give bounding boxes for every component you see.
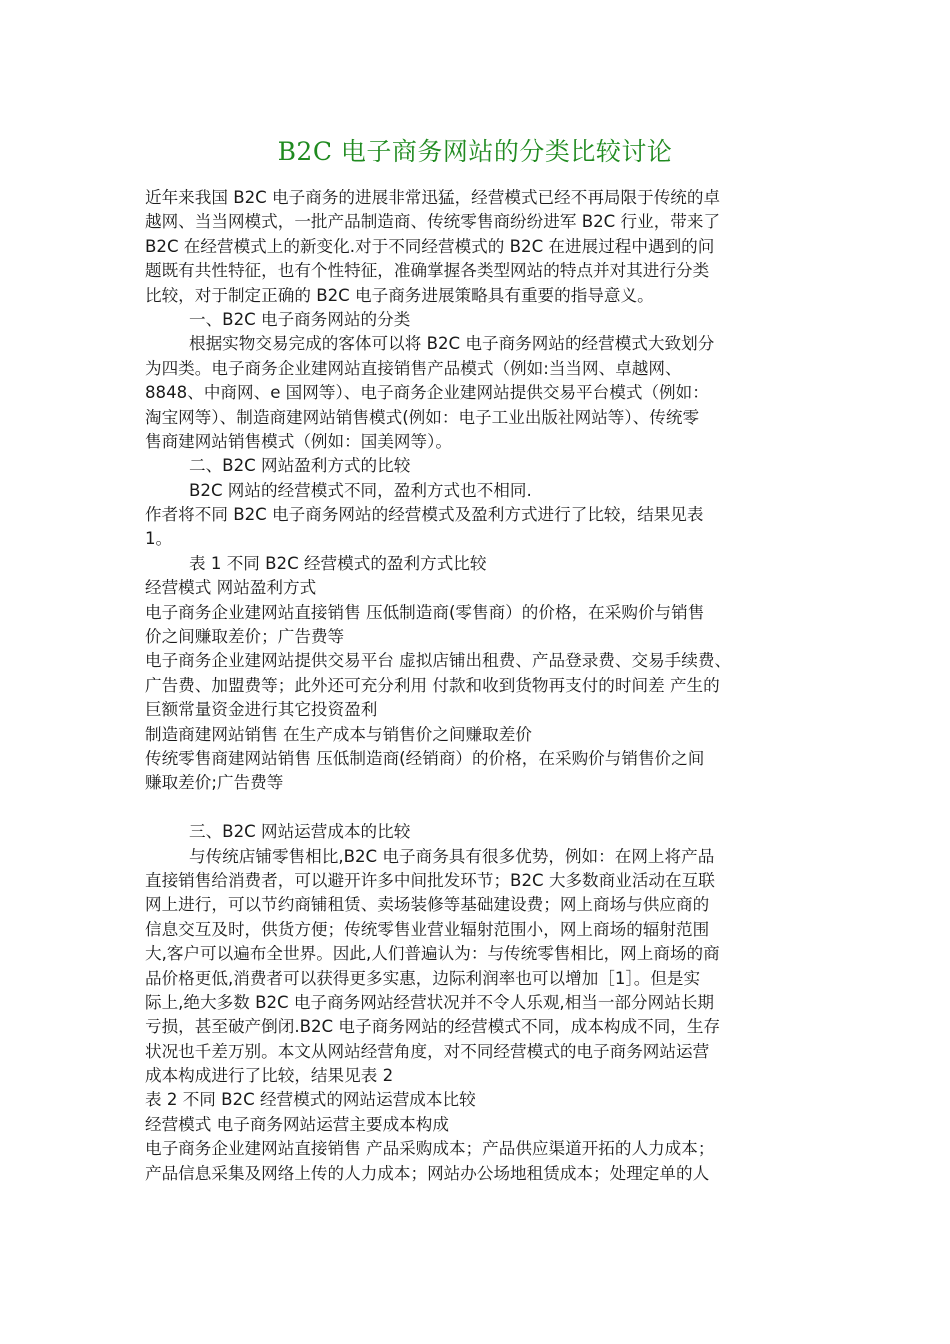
text-line: 经营模式 网站盈利方式 [145, 578, 317, 598]
text-line: 8848、中商网、e 国网等）、电子商务企业建网站提供交易平台模式（例如： [145, 383, 709, 403]
document-title: B2C 电子商务网站的分类比较讨论 [277, 137, 673, 166]
text-line: 产品信息采集及网络上传的人力成本；网站办公场地租赁成本；处理定单的人 [145, 1163, 710, 1183]
text-line: 表 1 不同 B2C 经营模式的盈利方式比较 [189, 553, 487, 573]
text-line: 传统零售商建网站销售 压低制造商(经销商）的价格，在采购价与销售价之间 [145, 748, 705, 768]
text-line: 淘宝网等）、制造商建网站销售模式(例如：电子工业出版社网站等）、传统零 [145, 407, 700, 427]
text-line: 成本构成进行了比较，结果见表 2 [145, 1066, 394, 1086]
text-line: 作者将不同 B2C 电子商务网站的经营模式及盈利方式进行了比较，结果见表 [145, 505, 704, 525]
text-line: 价之间赚取差价；广告费等 [145, 627, 345, 647]
text-line: 为四类。电子商务企业建网站直接销售产品模式（例如:当当网、卓越网、 [145, 358, 682, 378]
text-line: 广告费、加盟费等；此外还可充分利用 付款和收到货物再支付的时间差 产生的 [145, 675, 720, 695]
text-line: 大,客户可以遍布全世界。因此,人们普遍认为：与传统零售相比，网上商场的商 [145, 944, 720, 964]
text-line: 亏损，甚至破产倒闭.B2C 电子商务网站的经营模式不同，成本构成不同，生存 [145, 1017, 721, 1037]
text-line: 售商建网站销售模式（例如：国美网等）。 [145, 431, 452, 451]
text-line: 品价格更低,消费者可以获得更多实惠，边际利润率也可以增加［1］。但是实 [145, 968, 701, 988]
text-line: 经营模式 电子商务网站运营主要成本构成 [145, 1114, 449, 1134]
text-line: 巨额常量资金进行其它投资盈利 [145, 700, 378, 720]
text-line: 直接销售给消费者，可以避开许多中间批发环节；B2C 大多数商业活动在互联 [145, 870, 715, 890]
text-line: B2C 网站的经营模式不同，盈利方式也不相同. [189, 480, 532, 500]
text-line: 与传统店铺零售相比,B2C 电子商务具有很多优势，例如：在网上将产品 [189, 846, 715, 866]
text-line: 表 2 不同 B2C 经营模式的网站运营成本比较 [145, 1090, 476, 1110]
text-line: 状况也千差万别。本文从网站经营角度，对不同经营模式的电子商务网站运营 [145, 1041, 710, 1061]
text-line: 电子商务企业建网站直接销售 产品采购成本；产品供应渠道开拓的人力成本； [145, 1139, 715, 1159]
text-line: B2C 在经营模式上的新变化.对于不同经营模式的 B2C 在进展过程中遇到的问 [145, 236, 715, 256]
text-line: 三、B2C 网站运营成本的比较 [189, 822, 411, 842]
text-line: 电子商务企业建网站直接销售 压低制造商(零售商）的价格，在采购价与销售 [145, 602, 705, 622]
text-line: 1。 [145, 529, 173, 549]
text-line: 信息交互及时，供货方便；传统零售业营业辐射范围小，网上商场的辐射范围 [145, 919, 710, 939]
text-line: 近年来我国 B2C 电子商务的进展非常迅猛，经营模式已经不再局限于传统的卓 [145, 188, 721, 207]
text-line: 电子商务企业建网站提供交易平台 虚拟店铺出租费、产品登录费、交易手续费、 [145, 651, 732, 671]
text-line: 二、B2C 网站盈利方式的比较 [189, 456, 411, 476]
text-line: 制造商建网站销售 在生产成本与销售价之间赚取差价 [145, 724, 532, 744]
text-line: 一、B2C 电子商务网站的分类 [189, 309, 411, 329]
document-body [145, 186, 815, 1186]
text-line: 网上进行，可以节约商铺租赁、卖场装修等基础建设费；网上商场与供应商的 [145, 895, 710, 915]
text-line: 越网、当当网模式，一批产品制造商、传统零售商纷纷进军 B2C 行业，带来了 [145, 212, 721, 232]
text-line: 赚取差价;广告费等 [145, 773, 284, 793]
blank-line [145, 796, 815, 820]
text-line: 根据实物交易完成的客体可以将 B2C 电子商务网站的经营模式大致划分 [189, 334, 715, 354]
text-line: 比较，对于制定正确的 B2C 电子商务进展策略具有重要的指导意义。 [145, 285, 654, 305]
text-line: 题既有共性特征，也有个性特征，准确掌握各类型网站的特点并对其进行分类 [145, 261, 710, 281]
text-line: 际上,绝大多数 B2C 电子商务网站经营状况并不令人乐观,相当一部分网站长期 [145, 992, 715, 1012]
